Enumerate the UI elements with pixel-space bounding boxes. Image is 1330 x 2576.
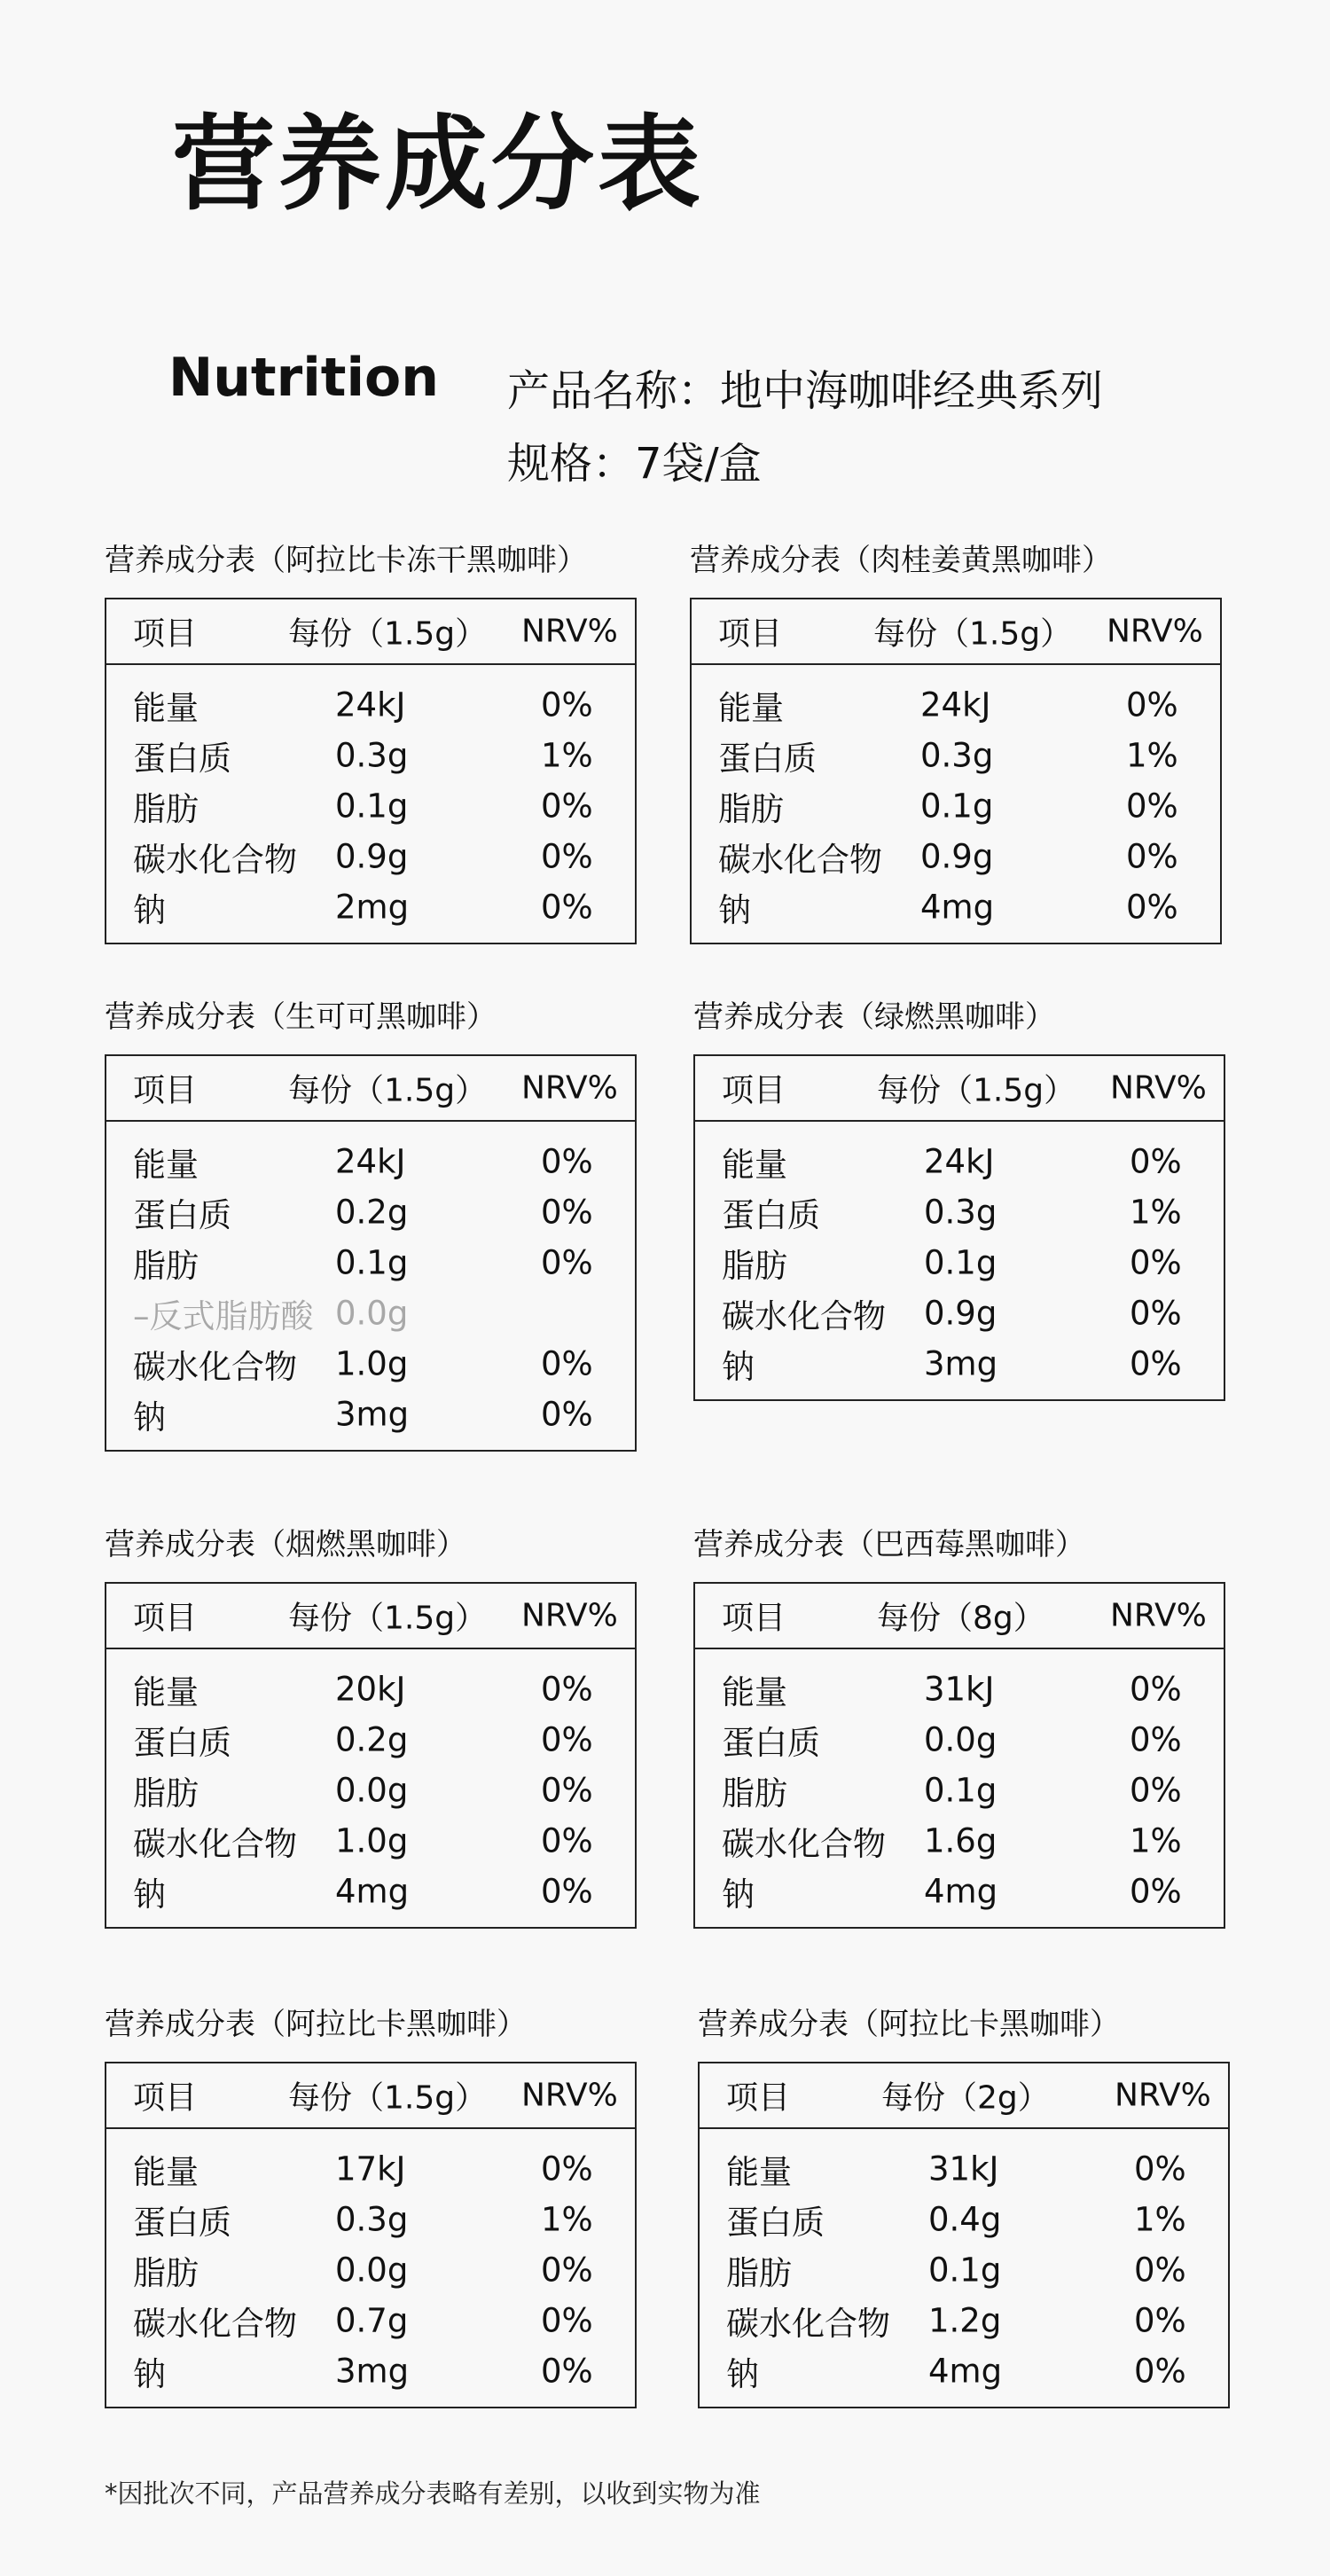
nutrient-value: 0.1g [924,1771,998,1809]
nutrient-nrv: 0% [1126,888,1178,926]
nutrient-name: 碳水化合物 [722,1824,886,1863]
nutrient-nrv: 0% [541,1670,593,1708]
product-info [507,355,1103,500]
nutrient-name: 碳水化合物 [726,2304,890,2343]
nutrient-value: 4mg [928,2352,1003,2390]
nutrient-nrv: 0% [541,2301,593,2339]
table-row [106,2295,635,2345]
nutrient-nrv: 1% [1130,1821,1182,1860]
nutrient-value: 4mg [920,888,995,926]
nutrient-nrv: 0% [541,787,593,825]
table-row [106,1288,635,1338]
nutrient-name: 碳水化合物 [722,1296,886,1335]
nutrient-nrv: 0% [541,1193,593,1231]
nutrient-nrv: 0% [1130,1344,1182,1382]
header-item: 项目 [133,2079,198,2117]
nutrient-value: 0.1g [920,787,994,825]
table-row [106,1389,635,1439]
nutrient-nrv: 0% [541,1771,593,1809]
nutrient-name: 钠 [722,1875,755,1914]
nutrient-name: 脂肪 [133,1246,199,1285]
nutrient-value: 0.0g [924,1720,998,1758]
table-row [692,780,1220,831]
header-serving: 每份（2g） [881,2079,1050,2117]
product-spec: 规格：7袋/盒 [507,439,762,489]
nutrient-nrv: 0% [541,1720,593,1758]
footnote: *因批次不同，产品营养成分表略有差别，以收到实物为准 [105,2478,761,2509]
panel-title: 营养成分表（绿燃黑咖啡） [693,999,1055,1035]
table-row [695,1136,1224,1186]
nutrient-value: 0.0g [335,2251,409,2289]
nutrient-value: 0.0g [335,1771,409,1809]
nutrient-name: 能量 [718,688,784,727]
table-row [695,1338,1224,1389]
nutrient-name: 脂肪 [726,2253,792,2292]
nutrition-panel [693,1527,1225,1929]
nutrient-name: 钠 [133,1875,166,1914]
panel-title: 营养成分表（阿拉比卡冻干黑咖啡） [105,543,587,578]
nutrient-nrv: 0% [1130,1720,1182,1758]
table-row [106,1714,635,1765]
nutrient-name: 能量 [133,2152,199,2191]
table-row [106,881,635,932]
table-header [106,599,635,665]
table-row [692,730,1220,780]
nutrient-nrv: 0% [1130,1243,1182,1281]
nutrient-nrv: 0% [1130,1294,1182,1332]
table-header [695,1584,1224,1649]
table-row [106,1186,635,1237]
nutrient-nrv: 0% [541,2352,593,2390]
header-serving: 每份（1.5g） [288,2079,488,2117]
nutrient-name: 碳水化合物 [133,1347,297,1386]
nutrient-value: 0.3g [335,736,409,774]
nutrient-value: 0.9g [924,1294,998,1332]
nutrient-nrv: 0% [541,1395,593,1433]
nutrient-value: 0.9g [920,837,994,875]
header-serving: 每份（8g） [877,1600,1045,1637]
table-row [106,1815,635,1866]
nutrition-panel [105,543,637,944]
header-nrv: NRV% [521,1069,618,1107]
table-row [700,2345,1228,2396]
nutrient-name: 蛋白质 [133,2203,231,2242]
nutrient-nrv: 0% [1126,685,1178,724]
nutrient-nrv: 0% [541,1872,593,1910]
nutrient-name: 碳水化合物 [133,840,297,879]
nutrient-name: 脂肪 [133,789,199,828]
nutrient-value: 0.1g [335,787,409,825]
table-row [695,1186,1224,1237]
nutrient-nrv: 1% [541,2200,593,2238]
nutrient-nrv: 0% [541,888,593,926]
table-header [106,1056,635,1122]
nutrient-nrv: 0% [1130,1771,1182,1809]
nutrient-name: 钠 [722,1347,755,1386]
nutrient-value: 3mg [924,1344,998,1382]
header-item: 项目 [718,615,783,653]
nutrient-name: 能量 [722,1672,787,1711]
nutrient-value: 3mg [335,2352,410,2390]
nutrient-value: 1.6g [924,1821,998,1860]
table-row [695,1815,1224,1866]
nutrient-name: 碳水化合物 [718,840,882,879]
nutrient-name: 脂肪 [133,2253,199,2292]
nutrient-value: 1.0g [335,1821,409,1860]
nutrient-name: 能量 [722,1145,787,1184]
header-nrv: NRV% [1107,613,1203,650]
nutrient-nrv: 0% [541,1344,593,1382]
nutrient-value: 1.0g [335,1344,409,1382]
nutrient-value: 0.1g [924,1243,998,1281]
nutrient-nrv: 0% [541,1243,593,1281]
table-row [106,2244,635,2295]
nutrient-value: 0.4g [928,2200,1002,2238]
nutrient-name: 蛋白质 [133,1195,231,1234]
table-row [106,2345,635,2396]
header-serving: 每份（1.5g） [288,615,488,653]
nutrient-name: 碳水化合物 [133,1824,297,1863]
nutrition-panel [693,999,1225,1401]
nutrient-nrv: 0% [1134,2251,1186,2289]
nutrient-name: 蛋白质 [726,2203,825,2242]
header-nrv: NRV% [521,2077,618,2114]
nutrient-value: 4mg [924,1872,998,1910]
table-row [700,2143,1228,2194]
nutrient-nrv: 1% [1130,1193,1182,1231]
nutrient-value: 0.3g [920,736,994,774]
nutrient-nrv: 0% [1126,837,1178,875]
table-row [695,1237,1224,1288]
panel-title: 营养成分表（阿拉比卡黑咖啡） [698,2007,1120,2042]
table-header [106,1584,635,1649]
nutrient-value: 0.3g [335,2200,409,2238]
header-item: 项目 [133,615,198,653]
table-row [692,679,1220,730]
panel-title: 营养成分表（阿拉比卡黑咖啡） [105,2007,527,2042]
nutrient-value: 2mg [335,888,410,926]
header-nrv: NRV% [521,1597,618,1634]
nutrient-name: 蛋白质 [133,1723,231,1762]
nutrient-value: 3mg [335,1395,410,1433]
table-row [106,1866,635,1916]
table-row [692,881,1220,932]
nutrient-nrv: 0% [541,2149,593,2188]
header-serving: 每份（1.5g） [288,1600,488,1637]
nutrient-name: 蛋白质 [718,739,817,778]
nutrient-name: 脂肪 [718,789,784,828]
table-row [692,831,1220,881]
table-row [106,1664,635,1714]
nutrient-value: 0.1g [928,2251,1002,2289]
panel-title: 营养成分表（烟燃黑咖啡） [105,1527,466,1562]
header-item: 项目 [722,1600,786,1637]
nutrition-panel [105,1527,637,1929]
nutrition-table [105,1054,637,1452]
nutrition-table [693,1054,1225,1401]
table-row [700,2244,1228,2295]
table-header [695,1056,1224,1122]
header-item: 项目 [133,1600,198,1637]
nutrient-name: 蛋白质 [133,739,231,778]
nutrient-name: 钠 [726,2354,759,2393]
nutrition-label: Nutrition [168,347,439,409]
nutrient-name: 脂肪 [722,1773,787,1813]
panel-title: 营养成分表（肉桂姜黄黑咖啡） [690,543,1112,578]
table-row [695,1714,1224,1765]
nutrient-value: 4mg [335,1872,410,1910]
table-header [700,2063,1228,2129]
header-item: 项目 [722,1072,786,1109]
nutrition-table [693,1582,1225,1929]
nutrient-name: –反式脂肪酸 [133,1296,314,1335]
nutrient-value: 0.0g [335,1294,409,1332]
table-row [106,2143,635,2194]
nutrient-name: 能量 [133,1145,199,1184]
nutrient-nrv: 0% [541,2251,593,2289]
table-row [106,780,635,831]
nutrient-nrv: 0% [1130,1142,1182,1180]
nutrient-value: 1.2g [928,2301,1002,2339]
table-row [106,679,635,730]
nutrient-nrv: 0% [541,1142,593,1180]
table-header [106,2063,635,2129]
table-row [106,2194,635,2244]
nutrient-nrv: 0% [1130,1670,1182,1708]
nutrition-table [698,2062,1230,2408]
header-item: 项目 [133,1072,198,1109]
nutrient-value: 0.7g [335,2301,409,2339]
nutrition-table [105,2062,637,2408]
header-nrv: NRV% [521,613,618,650]
nutrient-nrv: 0% [541,685,593,724]
nutrient-value: 20kJ [335,1670,406,1708]
table-row [695,1288,1224,1338]
nutrient-name: 蛋白质 [722,1723,820,1762]
nutrient-value: 0.2g [335,1193,409,1231]
table-row [700,2295,1228,2345]
nutrition-panel [698,2007,1230,2408]
nutrient-nrv: 0% [541,1821,593,1860]
nutrient-name: 钠 [133,890,166,929]
nutrient-name: 钠 [133,2354,166,2393]
nutrient-nrv: 1% [1126,736,1178,774]
panel-title: 营养成分表（生可可黑咖啡） [105,999,497,1035]
panel-title: 营养成分表（巴西莓黑咖啡） [693,1527,1085,1562]
nutrient-value: 24kJ [335,1142,406,1180]
nutrient-nrv: 0% [1130,1872,1182,1910]
table-row [106,831,635,881]
table-row [695,1866,1224,1916]
header-serving: 每份（1.5g） [873,615,1073,653]
table-row [106,1136,635,1186]
nutrient-name: 钠 [718,890,751,929]
header-serving: 每份（1.5g） [877,1072,1076,1109]
nutrient-name: 碳水化合物 [133,2304,297,2343]
nutrient-name: 能量 [133,688,199,727]
nutrient-name: 蛋白质 [722,1195,820,1234]
nutrient-name: 脂肪 [722,1246,787,1285]
nutrient-value: 24kJ [924,1142,995,1180]
nutrient-value: 31kJ [924,1670,995,1708]
nutrient-value: 24kJ [335,685,406,724]
nutrient-value: 0.3g [924,1193,998,1231]
header-nrv: NRV% [1115,2077,1211,2114]
nutrient-nrv: 0% [1134,2352,1186,2390]
nutrient-value: 31kJ [928,2149,999,2188]
header-nrv: NRV% [1110,1069,1207,1107]
nutrient-nrv: 0% [1134,2301,1186,2339]
table-row [106,1338,635,1389]
nutrient-nrv: 0% [1134,2149,1186,2188]
nutrient-value: 24kJ [920,685,991,724]
header-item: 项目 [726,2079,791,2117]
header-serving: 每份（1.5g） [288,1072,488,1109]
nutrient-name: 钠 [133,1398,166,1437]
nutrient-value: 0.1g [335,1243,409,1281]
nutrient-name: 能量 [133,1672,199,1711]
nutrition-table [105,1582,637,1929]
nutrient-nrv: 0% [541,837,593,875]
nutrition-table [105,598,637,944]
table-header [692,599,1220,665]
nutrient-value: 0.9g [335,837,409,875]
nutrient-name: 能量 [726,2152,792,2191]
nutrient-value: 17kJ [335,2149,406,2188]
page-title: 营养成分表 [172,105,704,224]
nutrient-nrv: 1% [1134,2200,1186,2238]
nutrient-value: 0.2g [335,1720,409,1758]
nutrition-table [690,598,1222,944]
nutrient-nrv: 0% [1126,787,1178,825]
table-row [700,2194,1228,2244]
nutrient-name: 脂肪 [133,1773,199,1813]
nutrition-panel [690,543,1222,944]
nutrient-nrv: 1% [541,736,593,774]
table-row [695,1765,1224,1815]
table-row [106,1237,635,1288]
table-row [106,730,635,780]
nutrition-panel [105,999,637,1452]
nutrition-panel [105,2007,637,2408]
product-name: 产品名称：地中海咖啡经典系列 [507,366,1104,416]
header-nrv: NRV% [1110,1597,1207,1634]
table-row [106,1765,635,1815]
table-row [695,1664,1224,1714]
